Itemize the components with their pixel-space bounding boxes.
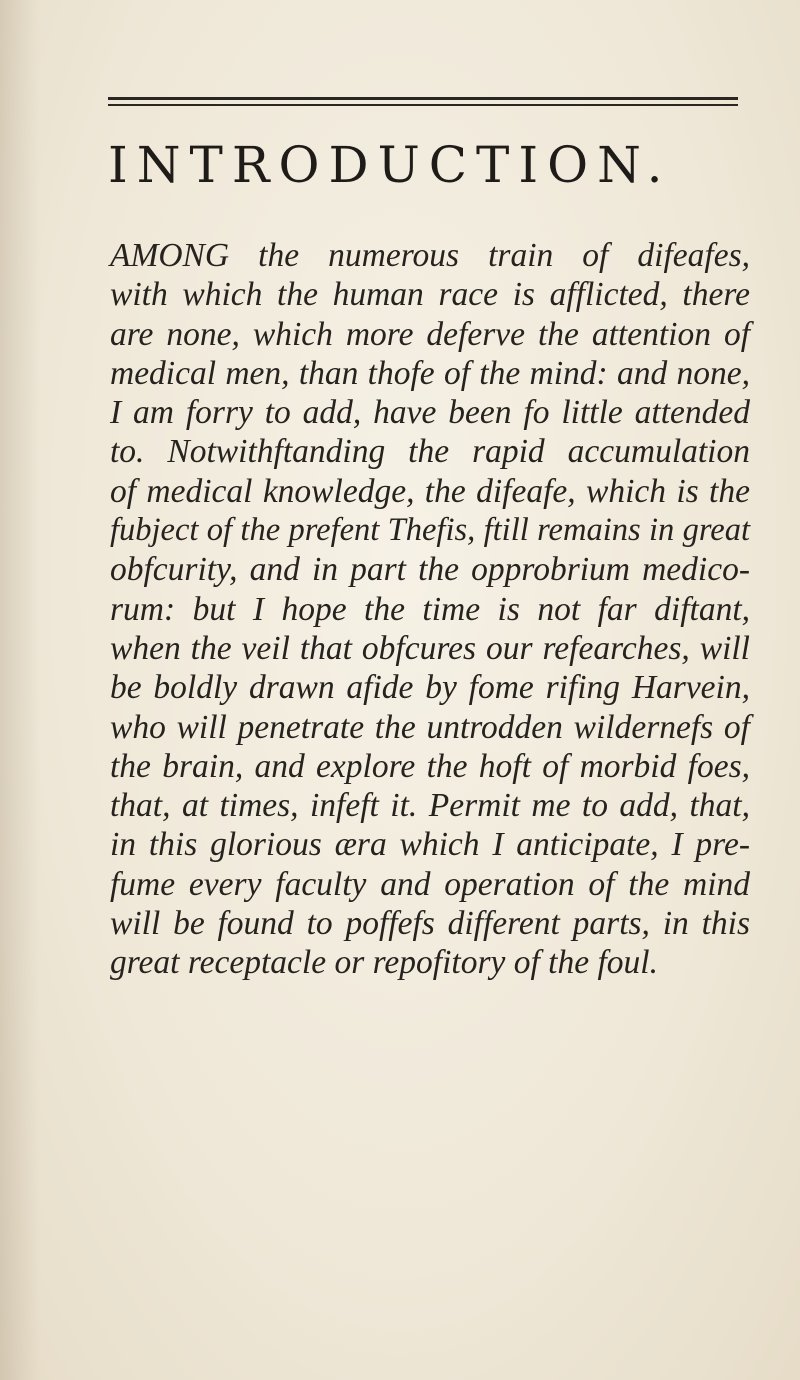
text-line: AMONG the numerous train of difeafes, (110, 237, 750, 274)
text-line: medical men, than thofe of the mind: and none, (110, 354, 750, 392)
text-line: will be found to poffefs different parts, in this (110, 905, 750, 943)
text-line: to. Notwithftanding the rapid accumulation (110, 433, 750, 471)
text-line: I am forry to add, have been fo little attended (110, 394, 750, 432)
text-line: when the veil that obfcures our refearches, will (110, 629, 750, 667)
text-line: with which the human race is afflicted, there (110, 276, 750, 314)
header-rule-thick (108, 97, 738, 100)
section-heading: INTRODUCTION. (108, 136, 672, 194)
text-line: are none, which more deferve the attention of (110, 315, 750, 353)
body-paragraph (110, 236, 750, 983)
text-line: fume every faculty and operation of the mind (110, 865, 750, 903)
text-line: rum: but I hope the time is not far diftant, (110, 590, 750, 628)
text-line: in this glorious æra which I anticipate, I pre- (110, 826, 750, 864)
text-line: great receptacle or repofitory of the foul. (110, 944, 658, 982)
header-rule-thin (108, 104, 738, 106)
text-line: who will penetrate the untrodden wildernefs of (110, 708, 750, 746)
gutter-shadow (0, 0, 40, 1380)
text-line: of medical knowledge, the difeafe, which is the (110, 472, 750, 510)
text-line: fubject of the prefent Thefis, ftill remains in great (110, 512, 750, 549)
text-line: the brain, and explore the hoft of morbid foes, (110, 747, 750, 785)
text-line: that, at times, infeft it. Permit me to add, that, (110, 787, 750, 825)
text-line: obfcurity, and in part the opprobrium medico- (110, 551, 750, 589)
text-line: be boldly drawn afide by fome rifing Harvein, (110, 669, 750, 707)
